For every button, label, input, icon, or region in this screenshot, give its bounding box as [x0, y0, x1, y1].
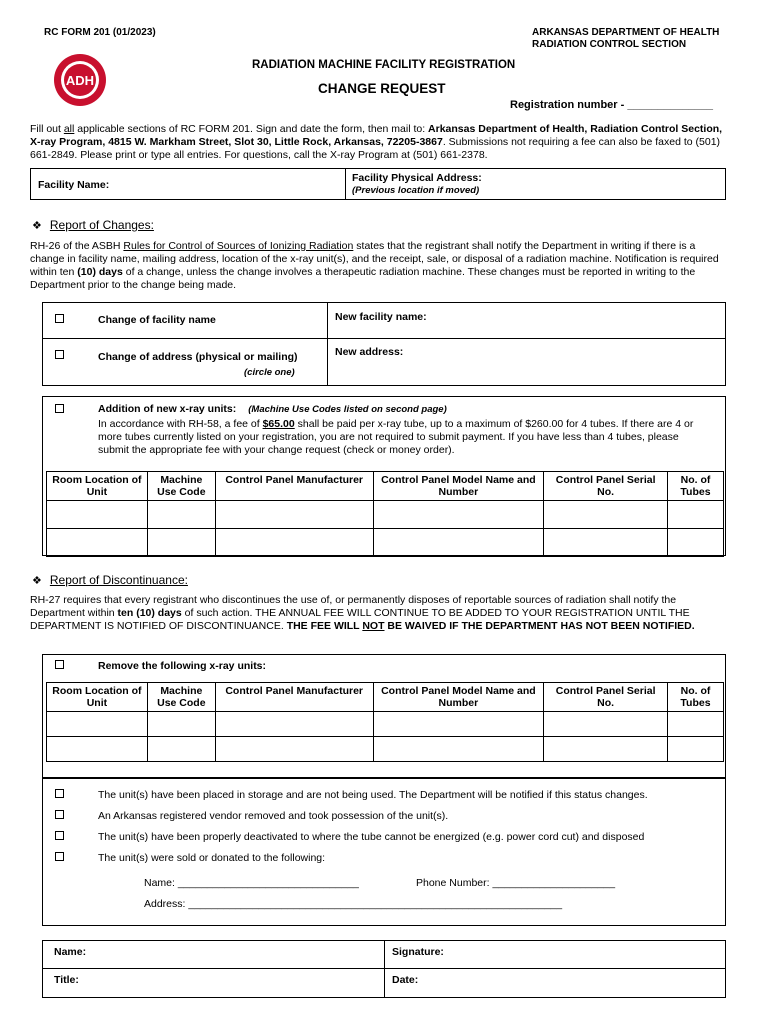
col-control-panel-model: Control Panel Model Name and Number — [373, 683, 544, 712]
col-number-of-tubes: No. of Tubes — [668, 683, 724, 712]
col-room-location: Room Location of Unit — [47, 472, 148, 501]
addition-label: Addition of new x-ray units: (Machine Use Codes listed on second page) — [98, 403, 447, 415]
dept-line-1: ARKANSAS DEPARTMENT OF HEALTH — [532, 27, 720, 38]
registration-number-field[interactable]: Registration number - ______________ — [510, 99, 713, 111]
col-control-panel-serial: Control Panel Serial No. — [544, 472, 668, 501]
facility-name-change-checkbox[interactable] — [55, 314, 64, 323]
change-divider-h — [42, 338, 726, 339]
department-name — [532, 27, 719, 51]
table-cell[interactable] — [47, 737, 148, 762]
signer-title-field[interactable]: Title: — [54, 974, 79, 986]
table-cell[interactable] — [668, 529, 724, 557]
table-cell[interactable] — [215, 712, 373, 737]
adh-logo — [52, 52, 108, 108]
deactivated-checkbox[interactable] — [55, 831, 64, 840]
new-facility-name-field[interactable]: New facility name: — [335, 311, 427, 323]
deactivated-label: The unit(s) have been properly deactivated to where the tube cannot be energized (e.g. power cord cut) and disposed — [98, 831, 645, 843]
col-control-panel-manufacturer: Control Panel Manufacturer — [215, 683, 373, 712]
table-cell[interactable] — [47, 712, 148, 737]
col-control-panel-serial: Control Panel Serial No. — [544, 683, 668, 712]
remove-units-checkbox[interactable] — [55, 660, 64, 669]
facility-name-label[interactable]: Facility Name: — [38, 179, 110, 191]
recipient-name-field[interactable]: Name: _______________________________ — [144, 877, 359, 889]
facility-address-note: (Previous location if moved) — [352, 185, 480, 196]
intro-paragraph: Fill out all applicable sections of RC FORM 201. Sign and date the form, then mail to: Arkansas Department of Health, Radiation Control Section, X-ray Program, 4815 W. Markham Street, Slot 30, Little Rock, Arkansas, 72205-3867. Submissions not requiring a fee can also be faxed to (501) 661-2849. Please print or type all entries. For questions, call the X-ray Program at (501) 661-2378. — [30, 123, 723, 161]
table-cell[interactable] — [215, 737, 373, 762]
table-cell[interactable] — [47, 529, 148, 557]
col-machine-use-code: Machine Use Code — [147, 472, 215, 501]
vendor-removed-checkbox[interactable] — [55, 810, 64, 819]
changes-heading: ❖ Report of Changes: — [32, 218, 154, 232]
table-cell[interactable] — [373, 501, 544, 529]
table-cell[interactable] — [544, 737, 668, 762]
table-cell[interactable] — [544, 712, 668, 737]
form-subtitle: CHANGE REQUEST — [318, 81, 446, 96]
diamond-bullet-icon: ❖ — [32, 575, 42, 587]
diamond-bullet-icon: ❖ — [32, 220, 42, 232]
storage-label: The unit(s) have been placed in storage and are not being used. The Department will be notified if this status changes. — [98, 789, 648, 801]
addition-units-table — [46, 471, 724, 557]
table-cell[interactable] — [544, 529, 668, 557]
facility-divider — [345, 168, 346, 200]
form-id: RC FORM 201 (01/2023) — [44, 27, 156, 38]
storage-checkbox[interactable] — [55, 789, 64, 798]
table-cell[interactable] — [215, 501, 373, 529]
table-row — [47, 737, 724, 762]
dept-line-2: RADIATION CONTROL SECTION — [532, 39, 687, 50]
col-room-location: Room Location of Unit — [47, 683, 148, 712]
table-cell[interactable] — [215, 529, 373, 557]
table-row — [47, 712, 724, 737]
table-cell[interactable] — [668, 737, 724, 762]
address-change-checkbox[interactable] — [55, 350, 64, 359]
addition-checkbox[interactable] — [55, 404, 64, 413]
facility-name-change-label: Change of facility name — [98, 314, 216, 326]
col-control-panel-model: Control Panel Model Name and Number — [373, 472, 544, 501]
recipient-phone-field[interactable]: Phone Number: _____________________ — [416, 877, 616, 889]
changes-paragraph: RH-26 of the ASBH Rules for Control of Sources of Ionizing Radiation states that the registrant shall notify the Department in writing if there is a change in facility name, mailing address, location of the x-ray unit(s), and the receipt, sale, or disposal of a radiation machine. Notification is required within ten (10) days of a change, unless the change involves a therapeutic radiation machine. These changes must be reported in writing to the Department prior to the change being made. — [30, 240, 719, 291]
table-cell[interactable] — [544, 501, 668, 529]
facility-address-label[interactable]: Facility Physical Address: — [352, 172, 482, 184]
col-number-of-tubes: No. of Tubes — [668, 472, 724, 501]
signature-divider-v — [384, 940, 385, 998]
logo-text: ADH — [65, 73, 95, 88]
table-cell[interactable] — [147, 712, 215, 737]
table-row — [47, 501, 724, 529]
table-cell[interactable] — [47, 501, 148, 529]
signature-divider-h — [42, 968, 726, 969]
change-divider-v — [327, 302, 328, 386]
discontinuance-paragraph: RH-27 requires that every registrant who discontinues the use of, or permanently disposes of reportable sources of radiation shall notify the Department within ten (10) days of such action. THE ANNUAL FEE WILL CONTINUE TO BE ADDED TO YOUR REGISTRATION UNTIL THE DEPARTMENT IS NOTIFIED OF DISCONTINUANCE. THE FEE WILL NOT BE WAIVED IF THE DEPARTMENT HAS NOT BEEN NOTIFIED. — [30, 594, 695, 632]
form-title: RADIATION MACHINE FACILITY REGISTRATION — [252, 59, 516, 71]
table-cell[interactable] — [373, 712, 544, 737]
table-cell[interactable] — [373, 529, 544, 557]
new-address-field[interactable]: New address: — [335, 346, 404, 358]
address-change-label: Change of address (physical or mailing) — [98, 351, 298, 363]
col-machine-use-code: Machine Use Code — [147, 683, 215, 712]
table-cell[interactable] — [147, 737, 215, 762]
col-control-panel-manufacturer: Control Panel Manufacturer — [215, 472, 373, 501]
remove-units-label: Remove the following x-ray units: — [98, 660, 267, 672]
remove-units-table — [46, 682, 724, 762]
circle-one-note: (circle one) — [244, 367, 295, 378]
table-cell[interactable] — [373, 737, 544, 762]
addition-paragraph: In accordance with RH-58, a fee of $65.00 shall be paid per x-ray tube, up to a maximum of $260.00 for 4 tubes. If there are 4 or more tubes currently listed on your registration, you are not required to submit payment. If you have less than 4 tubes, please submit the appropriate fee with your change request (check or money order). — [98, 418, 694, 456]
date-field[interactable]: Date: — [392, 974, 419, 986]
vendor-removed-label: An Arkansas registered vendor removed and took possession of the unit(s). — [98, 810, 449, 822]
recipient-address-field[interactable]: Address: ________________________________________________________________ — [144, 898, 563, 910]
sold-donated-checkbox[interactable] — [55, 852, 64, 861]
sold-donated-label: The unit(s) were sold or donated to the following: — [98, 852, 326, 864]
table-cell[interactable] — [147, 529, 215, 557]
table-cell[interactable] — [668, 501, 724, 529]
signature-field[interactable]: Signature: — [392, 946, 444, 958]
table-cell[interactable] — [668, 712, 724, 737]
table-row — [47, 529, 724, 557]
signer-name-field[interactable]: Name: — [54, 946, 87, 958]
discontinuance-heading: ❖ Report of Discontinuance: — [32, 573, 188, 587]
table-cell[interactable] — [147, 501, 215, 529]
